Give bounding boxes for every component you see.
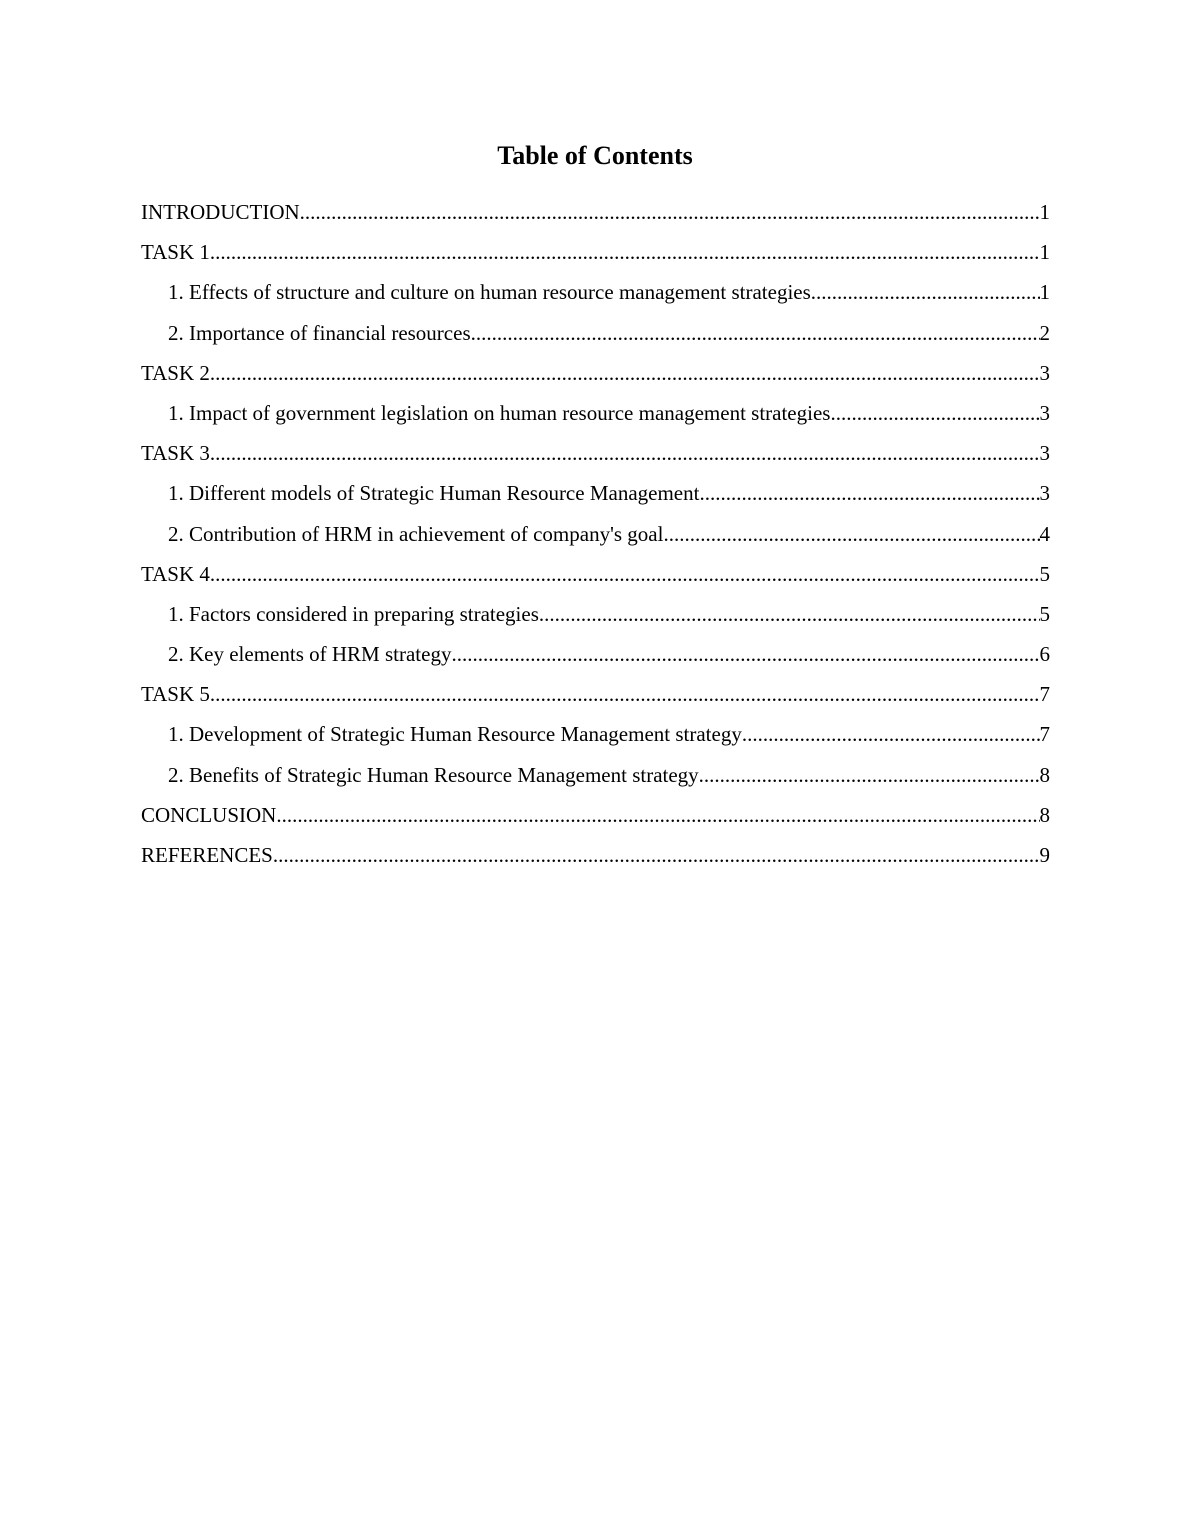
toc-entry-label: 2. Importance of financial resources <box>168 320 471 345</box>
toc-entry[interactable] <box>141 275 1050 315</box>
toc-dot-leader <box>539 597 1040 631</box>
toc-entry-label: TASK 4 <box>141 561 210 586</box>
toc-entry[interactable] <box>141 356 1050 396</box>
toc-page-number: 2 <box>1039 320 1050 345</box>
toc-entry[interactable] <box>141 717 1050 757</box>
toc-dot-leader <box>210 677 1040 711</box>
toc-page-number: 5 <box>1039 601 1050 626</box>
toc-dot-leader <box>273 838 1040 872</box>
toc-entry-label: 1. Impact of government legislation on human resource management strategies <box>168 400 831 425</box>
toc-entry-label: 1. Different models of Strategic Human Resource Management <box>168 481 700 506</box>
toc-page-number: 1 <box>1039 240 1050 265</box>
toc-entry[interactable] <box>141 597 1050 637</box>
toc-dot-leader <box>699 476 1039 510</box>
toc-entry-label: 2. Benefits of Strategic Human Resource Management strategy <box>168 762 699 787</box>
toc-page-number: 6 <box>1039 642 1050 667</box>
toc-page-number: 3 <box>1039 481 1050 506</box>
toc-entry-label: 1. Development of Strategic Human Resource Management strategy <box>168 722 742 747</box>
toc-dot-leader <box>276 798 1039 832</box>
toc-dot-leader <box>300 195 1040 229</box>
toc-entry-label: INTRODUCTION <box>141 200 300 224</box>
toc-page-number: 9 <box>1039 843 1050 867</box>
toc-entry-label: REFERENCES <box>141 843 273 867</box>
toc-entry-label: 1. Factors considered in preparing strategies <box>168 601 539 626</box>
toc-entry-label: 1. Effects of structure and culture on human resource management strategies <box>168 280 811 305</box>
toc-entry[interactable] <box>141 677 1050 717</box>
toc-entry-label: 2. Key elements of HRM strategy <box>168 642 452 667</box>
toc-page-number: 1 <box>1039 280 1050 305</box>
toc-dot-leader <box>210 235 1040 269</box>
toc-entry-label: TASK 3 <box>141 441 210 466</box>
toc-page-number: 7 <box>1039 722 1050 747</box>
toc-entry[interactable] <box>141 838 1050 878</box>
toc-dot-leader <box>471 316 1040 350</box>
toc-entry[interactable] <box>141 436 1050 476</box>
toc-page-number: 7 <box>1039 682 1050 707</box>
toc-page-number: 3 <box>1039 441 1050 466</box>
toc-page-number: 8 <box>1039 762 1050 787</box>
toc-entry[interactable] <box>141 517 1050 557</box>
toc-page-number: 5 <box>1039 561 1050 586</box>
toc-entry[interactable] <box>141 235 1050 275</box>
toc-entry-label: CONCLUSION <box>141 802 277 827</box>
toc-page-number: 4 <box>1039 521 1050 546</box>
toc-dot-leader <box>699 758 1040 792</box>
toc-dot-leader <box>830 396 1039 430</box>
toc-page-number: 3 <box>1039 360 1050 385</box>
toc-dot-leader <box>742 717 1040 751</box>
toc-entry[interactable] <box>141 637 1050 677</box>
toc-page-number: 8 <box>1039 802 1050 827</box>
toc-entry[interactable] <box>141 557 1050 597</box>
toc-entry[interactable] <box>141 195 1050 235</box>
toc-dot-leader <box>451 637 1039 671</box>
toc-entry-label: 2. Contribution of HRM in achievement of company's goal <box>168 521 664 546</box>
toc-entry[interactable] <box>141 396 1050 436</box>
toc-entry-label: TASK 5 <box>141 682 210 707</box>
toc-dot-leader <box>663 517 1039 551</box>
toc-title: Table of Contents <box>497 141 693 170</box>
toc-list <box>141 195 1050 878</box>
toc-entry-label: TASK 2 <box>141 360 210 385</box>
toc-entry[interactable] <box>141 798 1050 838</box>
toc-page-number: 1 <box>1039 200 1050 224</box>
toc-entry[interactable] <box>141 316 1050 356</box>
toc-dot-leader <box>811 275 1040 309</box>
toc-entry[interactable] <box>141 476 1050 516</box>
toc-dot-leader <box>210 557 1040 591</box>
toc-entry-label: TASK 1 <box>141 240 210 265</box>
toc-dot-leader <box>210 436 1040 470</box>
toc-page-number: 3 <box>1039 400 1050 425</box>
toc-entry[interactable] <box>141 758 1050 798</box>
toc-dot-leader <box>210 356 1040 390</box>
